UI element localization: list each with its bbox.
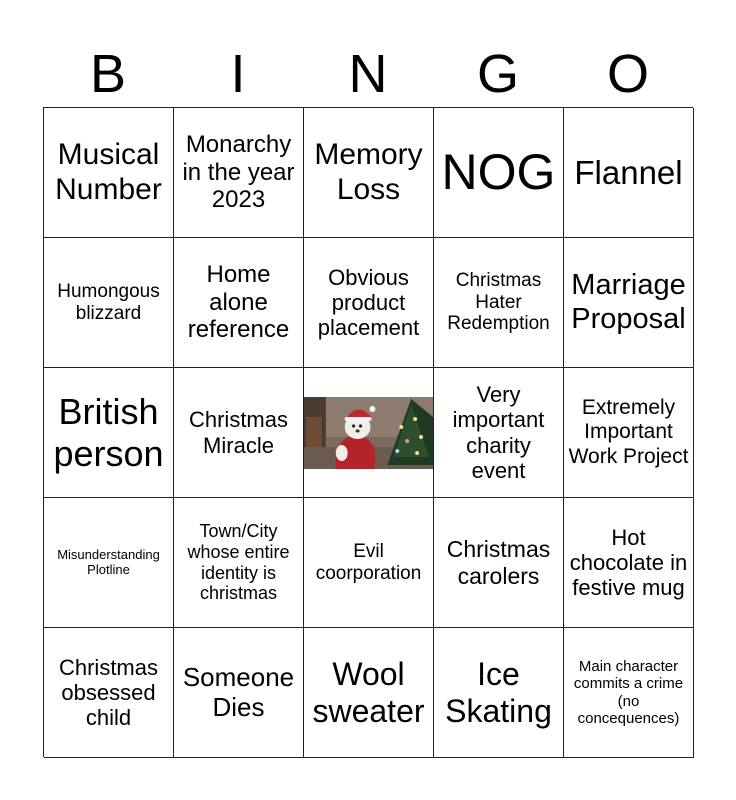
bingo-cell[interactable]: [174, 628, 304, 758]
bingo-cell[interactable]: [434, 108, 564, 238]
bingo-cell-label: Obvious product placement: [317, 264, 420, 341]
bingo-cell-label: Someone Dies: [182, 661, 295, 722]
bingo-cell[interactable]: [174, 238, 304, 368]
bingo-cell-label: Marriage Proposal: [571, 269, 686, 335]
bingo-cell-label: Evil coorporation: [315, 540, 422, 584]
bingo-cell-label: Hot chocolate in festive mug: [569, 524, 688, 601]
bingo-cell[interactable]: [44, 368, 174, 498]
bingo-cell-label: Musical Number: [55, 138, 162, 206]
bingo-cell-label: Humongous blizzard: [57, 280, 160, 324]
bingo-cell-label: Very important charity event: [452, 381, 545, 483]
bingo-cell-label: Town/City whose entire identity is christmas: [187, 521, 290, 604]
bingo-cell-label: Main character commits a crime (no concequences): [573, 658, 684, 727]
bingo-cell-label: Christmas obsessed child: [58, 654, 158, 731]
bingo-cell-label: Memory Loss: [314, 138, 423, 206]
bingo-cell-label: Home alone reference: [187, 261, 290, 344]
header-letter-n: N: [348, 44, 388, 104]
santa-dog-christmas-tree-image: [304, 397, 433, 469]
bingo-cell[interactable]: [304, 108, 434, 238]
bingo-cell[interactable]: [564, 238, 694, 368]
bingo-cell[interactable]: [564, 108, 694, 238]
bingo-cell[interactable]: [174, 108, 304, 238]
bingo-cell[interactable]: [44, 238, 174, 368]
bingo-cell-label: British person: [53, 391, 164, 474]
bingo-cell[interactable]: [304, 628, 434, 758]
bingo-cell-label: Flannel: [574, 153, 683, 191]
header-letter-b: B: [89, 44, 127, 104]
header-letter-i: I: [230, 44, 246, 104]
header-letter-o: O: [606, 44, 649, 104]
bingo-cell-label: Christmas Miracle: [188, 407, 288, 458]
bingo-cell[interactable]: [434, 238, 564, 368]
bingo-cell[interactable]: [44, 628, 174, 758]
header-letter-g: G: [476, 44, 519, 104]
bingo-cell-label: Christmas Hater Redemption: [447, 269, 550, 335]
bingo-cell-label: Misunderstanding Plotline: [57, 546, 160, 577]
bingo-cell-label: NOG: [441, 143, 556, 200]
bingo-cell[interactable]: [174, 498, 304, 628]
bingo-cell[interactable]: [434, 628, 564, 758]
bingo-board: [43, 107, 693, 757]
bingo-header: [43, 40, 693, 108]
bingo-cell-label: Christmas carolers: [446, 536, 551, 589]
bingo-cell[interactable]: [434, 498, 564, 628]
bingo-cell[interactable]: [564, 368, 694, 498]
bingo-cell[interactable]: [174, 368, 304, 498]
bingo-cell-label: Monarchy in the year 2023: [182, 131, 295, 214]
bingo-cell-label: Ice Skating: [445, 655, 552, 729]
bingo-cell[interactable]: [44, 108, 174, 238]
bingo-cell[interactable]: [564, 628, 694, 758]
bingo-cell[interactable]: [434, 368, 564, 498]
bingo-cell-free[interactable]: [304, 368, 434, 498]
bingo-cell[interactable]: [44, 498, 174, 628]
bingo-cell[interactable]: [304, 238, 434, 368]
bingo-cell[interactable]: [304, 498, 434, 628]
bingo-cell-label: Wool sweater: [312, 655, 425, 729]
bingo-cell-label: Extremely Important Work Project: [568, 396, 689, 468]
bingo-cell[interactable]: [564, 498, 694, 628]
